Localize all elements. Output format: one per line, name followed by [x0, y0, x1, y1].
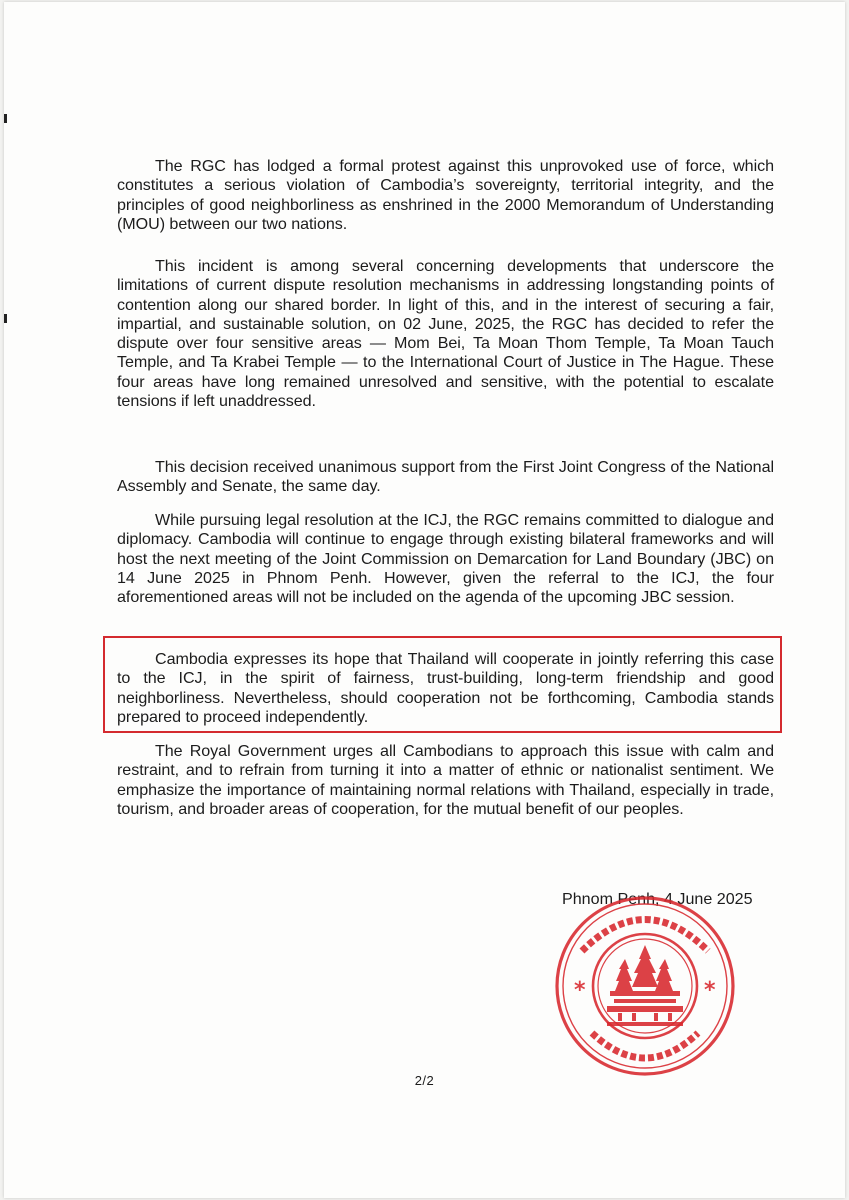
place-date-line: Phnom Penh, 4 June 2025: [562, 890, 753, 908]
body-paragraph: This decision received unanimous support from the First Joint Congress of the National Assembly and Senate, the same day.: [117, 458, 774, 496]
body-paragraph: The RGC has lodged a formal protest against this unprovoked use of force, which constitutes a serious violation of Cambodia’s sovereignty, territorial integrity, and the principles of good neighborliness as enshrined in the 2000 Memorandum of Understanding (MOU) between our two nations.: [117, 157, 774, 233]
body-paragraph: While pursuing legal resolution at the ICJ, the RGC remains committed to dialogue and diplomacy. Cambodia will continue to engage through existing bilateral frameworks and will host the next meeting of the Joint Commission on Demarcation for Land Boundary (JBC) on 14 June 2025 in Phnom Penh. However, given the referral to the ICJ, the four aforementioned areas will not be included on the agenda of the upcoming JBC session.: [117, 511, 774, 607]
body-paragraph: This incident is among several concerning developments that underscore the limitations of current dispute resolution mechanisms in addressing longstanding points of contention along our shared border. In light of this, and in the interest of securing a fair, impartial, and sustainable solution, on 02 June, 2025, the RGC has decided to refer the dispute over four sensitive areas — Mom Bei, Ta Moan Thom Temple, Ta Moan Tauch Temple, and Ta Krabei Temple — to the International Court of Justice in The Hague. These four areas have long remained unresolved and sensitive, with the potential to escalate tensions if left unaddressed.: [117, 257, 774, 411]
svg-text:*: *: [704, 978, 716, 1003]
highlighted-paragraph: Cambodia expresses its hope that Thailand will cooperate in jointly referring this case to the ICJ, in the spirit of fairness, trust-building, long-term friendship and good neighborliness. Nevertheless, should cooperation not be forthcoming, Cambodia stands prepared to proceed independently.: [117, 650, 774, 726]
scan-edge-mark: [4, 114, 7, 123]
scan-edge-mark: [4, 314, 7, 323]
svg-text:*: *: [574, 978, 586, 1003]
body-paragraph: The Royal Government urges all Cambodians to approach this issue with calm and restraint, and to refrain from turning it into a matter of ethnic or nationalist sentiment. We emphasize the importance of maintaining normal relations with Thailand, especially in trade, tourism, and broader areas of cooperation, for the mutual benefit of our peoples.: [117, 742, 774, 818]
page-number: 2/2: [414, 1073, 435, 1088]
royal-government-seal-icon: [552, 893, 738, 1079]
